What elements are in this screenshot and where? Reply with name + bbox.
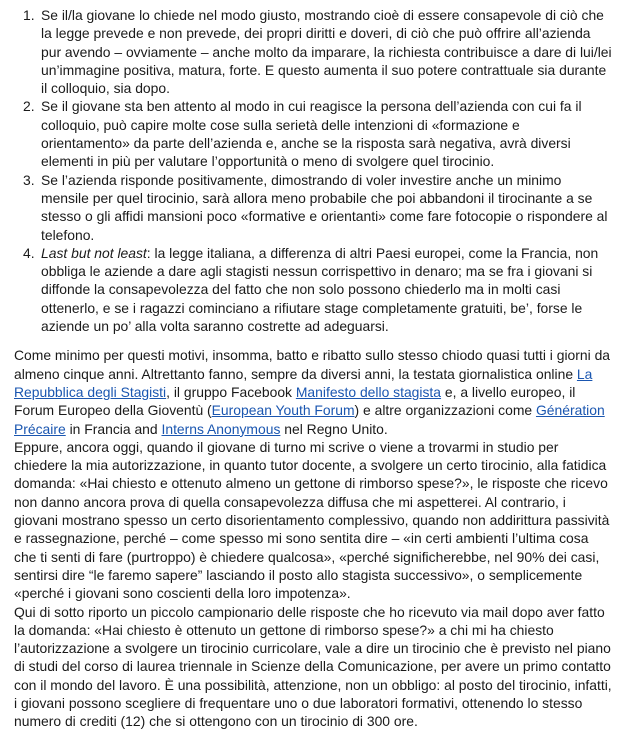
paragraph-text: in Francia and: [65, 420, 162, 437]
link-manifesto-stagista[interactable]: Manifesto dello stagista: [295, 383, 442, 400]
list-number: 1.: [23, 7, 35, 23]
paragraph-text: Come minimo per questi motivi, insomma, batto e ribatto sullo stesso chiodo quasi tutti i giorni da almeno cinque anni. Altrettanto fanno, sempre da diversi anni, la testata giornalistica online: [14, 347, 611, 382]
link-generation-precaire[interactable]: Génération Précaire: [14, 402, 605, 437]
link-repubblica-stagisti[interactable]: La Repubblica degli Stagisti: [14, 365, 593, 400]
paragraph-responses: Eppure, ancora oggi, quando il giovane di turno mi scrive o viene a trovarmi in studio per chiedere la mia autorizzazione, in quanto tutor docente, a svolgere un certo tirocinio, alla fatidica domanda: «Hai chiesto e ottenuto almeno un gettone di rimborso spese?», le risposte che ricevo non danno ancora prova di quella consapevolezza diffusa che mi aspetterei. Al contrario, i giovani mostrano spesso un certo disorientamento complessivo, quando non addirittura passività e rassegnazione, perché – come spesso mi sono sentita dire – «in certi ambienti l’ultima cosa che ti senti di fare (purtroppo) è chiedere qualcosa», «perché significherebbe, nel 90% dei casi, sentirsi dire “le faremo sapere” lasciando il posto allo stagista successivo», o semplicemente «perché i giovani sono coscienti della loro impotenza».: [14, 438, 610, 602]
paragraph-sample: Qui di sotto riporto un piccolo campionario delle risposte che ho ricevuto via mail dopo aver fatto la domanda: «Hai chiesto è ottenuto un gettone di rimborso spese?» a chi mi ha chiesto l’autorizzazione a svolgere un tirocinio curricolare, vale a dire un tirocinio che è previsto nel piano di studi del corso di laurea triennale in Scienze della Comunicazione, per avere un primo contatto con il mondo del lavoro. È una possibilità, attenzione, non un obbligo: al posto del tirocinio, infatti, i giovani possono scegliere di frequentare uno o due laboratori formativi, ottenendo lo stesso numero di crediti (12) che si ottengono con un tirocinio di 300 ore.: [14, 603, 612, 730]
paragraph-text: ) e altre organizzazioni come: [354, 402, 536, 419]
section-spacer: [14, 335, 612, 346]
numbered-list: [14, 6, 612, 335]
list-item-text: Se il/la giovane lo chiede nel modo giusto, mostrando cioè di essere consapevole di ciò che la legge prevede e non prevede, dei propri diritti e doveri, di ciò che può offrire all’azienda pur avendo – ovviamente – anche molto da imparare, la richiesta contribuisce a dare di lui/lei un’immagine positiva, matura, forte. E questo aumenta il suo potere contrattuale sia durante il colloquio, sia dopo.: [41, 7, 612, 97]
list-item-text: Se il giovane sta ben attento al modo in cui reagisce la persona dell’azienda con cui fa il colloquio, può capire molte cose sulla serietà delle intenzioni di «formazione e orientamento» da parte dell’azienda e, anche se la risposta sarà negativa, avrà diversi elementi in più per valutare l’opportunità o meno di svolgere quel tirocinio.: [41, 98, 582, 170]
list-item: [14, 244, 612, 335]
list-item-lead: Last but not least: [41, 244, 147, 261]
list-item: [14, 6, 612, 97]
link-interns-anonymous[interactable]: Interns Anonymous: [161, 420, 281, 437]
list-item-text: : la legge italiana, a differenza di altri Paesi europei, come la Francia, non obbliga le aziende a dare agli stagisti nessun corrispettivo in denaro; ma se fra i giovani si diffonde la consapevolezza del fatto che non solo possono chiederlo ma in molti casi ottenerlo, e se i ragazzi cominciano a rifiutare stage completamente gratuiti, be’, forse le aziende un po’ alla volta saranno costrette ad adeguarsi.: [41, 244, 599, 335]
paragraph-text: nel Regno Unito.: [280, 420, 388, 437]
list-number: 2.: [23, 98, 35, 115]
list-item-text: Se l’azienda risponde positivamente, dimostrando di voler investire anche un minimo mensile per quel tirocinio, sarà allora meno probabile che poi abbandoni il tirocinante a se stesso o gli affidi mansioni poco «formative e orientanti» come fare fotocopie o rispondere al telefono.: [41, 171, 608, 243]
list-item: [14, 97, 612, 170]
list-item: [14, 171, 612, 244]
paragraph-organizations: [14, 346, 612, 437]
list-number: 4.: [23, 244, 35, 261]
list-number: 3.: [23, 171, 35, 188]
paragraph-text: , il gruppo Facebook: [166, 383, 296, 400]
paragraph-text: e, a livello europeo, il Forum Europeo della Gioventù (: [14, 383, 576, 419]
link-european-youth-forum[interactable]: European Youth Forum: [211, 402, 355, 419]
